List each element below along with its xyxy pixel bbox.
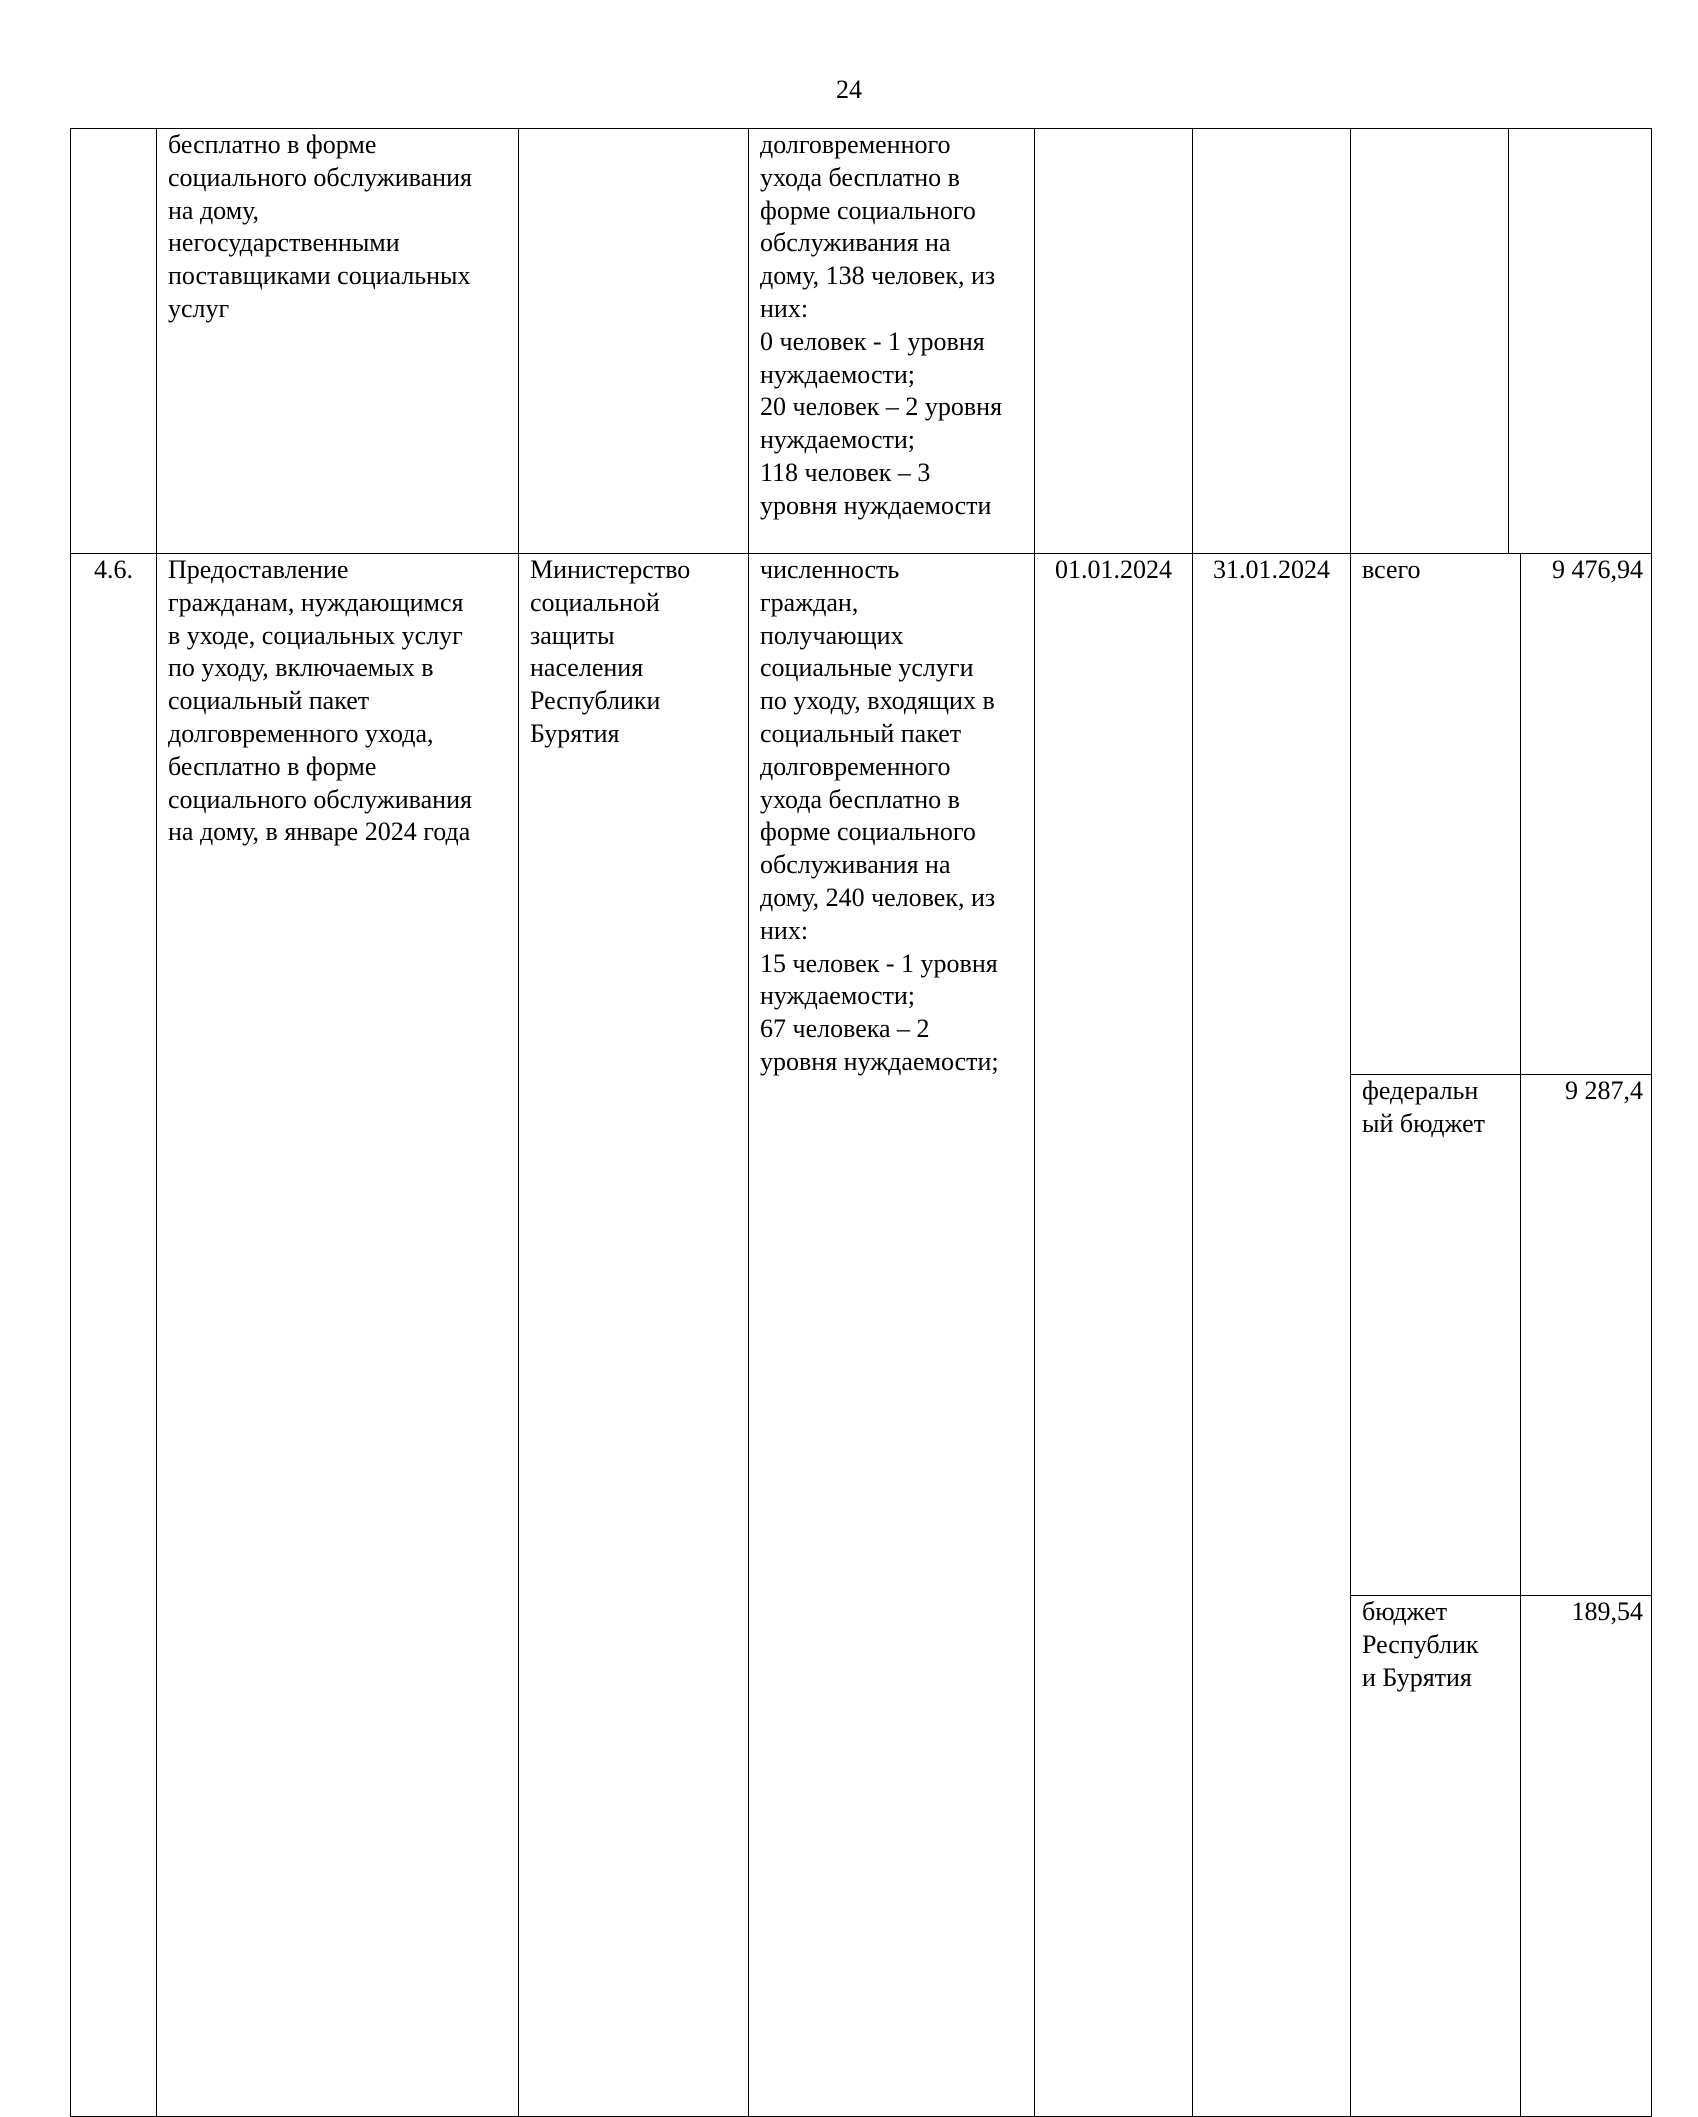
result-line: нуждаемости;	[760, 425, 915, 455]
activity-title-line: в уходе, социальных услуг	[168, 620, 463, 650]
activity-table	[70, 128, 1652, 2117]
page-number: 24	[836, 75, 862, 104]
table-row	[71, 554, 1652, 2117]
budget-row	[1351, 1596, 1651, 2117]
activity-title-line: услуг	[168, 293, 230, 323]
budget-source-cell	[1351, 129, 1509, 554]
budget-cell	[1351, 554, 1652, 2117]
activity-title-line: по уходу, включаемых в	[168, 653, 434, 683]
activity-title-line: на дому,	[168, 195, 260, 225]
result-line: долговременного	[760, 751, 951, 781]
result-line: численность	[760, 555, 900, 584]
result-line: форме социального	[760, 195, 976, 225]
activity-title-line: Предоставление	[168, 555, 349, 584]
budget-source-line: Республик	[1362, 1629, 1479, 1659]
budget-value: 189,54	[1521, 1596, 1652, 2117]
executor-line: социальной	[530, 587, 660, 617]
result-line: 0 человек - 1 уровня	[760, 326, 985, 356]
result-line: ухода бесплатно в	[760, 784, 960, 814]
result-line: них:	[760, 293, 809, 323]
result-line: ухода бесплатно в	[760, 162, 960, 192]
result-line: по уходу, входящих в	[760, 686, 995, 716]
end-date-cell: 31.01.2024	[1193, 554, 1351, 2117]
budget-row	[1351, 1075, 1651, 1596]
activity-title-line: поставщиками социальных	[168, 261, 471, 291]
budget-source-line: федеральн	[1362, 1076, 1479, 1105]
budget-value: 9 287,4	[1521, 1075, 1652, 1596]
result-line: 20 человек – 2 уровня	[760, 392, 1003, 422]
executor-cell	[519, 129, 749, 554]
result-line: дому, 240 человек, из	[760, 882, 996, 912]
budget-row	[1351, 554, 1651, 1075]
activity-title-line: социального обслуживания	[168, 784, 472, 814]
result-line: нуждаемости;	[760, 981, 915, 1011]
activity-title-line: долговременного ухода,	[168, 718, 434, 748]
executor-line: Бурятия	[530, 718, 620, 748]
result-line: граждан,	[760, 587, 859, 617]
result-cell	[749, 129, 1035, 554]
executor-line: населения	[530, 653, 644, 683]
result-line: уровня нуждаемости	[760, 490, 992, 520]
budget-source-line: бюджет	[1362, 1597, 1448, 1626]
row-number-cell	[71, 129, 157, 554]
budget-source-label	[1351, 554, 1521, 1075]
executor-line: Министерство	[530, 555, 691, 584]
budget-source-line: ый бюджет	[1362, 1108, 1485, 1138]
result-line: 15 человек - 1 уровня	[760, 948, 998, 978]
executor-cell	[519, 554, 749, 2117]
result-line: уровня нуждаемости;	[760, 1046, 999, 1076]
result-line: нуждаемости;	[760, 359, 915, 389]
activity-title-line: бесплатно в форме	[168, 130, 377, 159]
end-date-cell	[1193, 129, 1351, 554]
result-line: 67 человека – 2	[760, 1014, 930, 1044]
result-line: социальный пакет	[760, 718, 962, 748]
activity-title-cell	[157, 554, 519, 2117]
result-line: обслуживания на	[760, 850, 951, 880]
result-line: дому, 138 человек, из	[760, 261, 996, 291]
budget-source-label	[1351, 1075, 1521, 1596]
result-line: долговременного	[760, 130, 951, 159]
result-line: получающих	[760, 620, 904, 650]
budget-breakdown	[1351, 554, 1651, 2116]
result-line: форме социального	[760, 817, 976, 847]
start-date-cell: 01.01.2024	[1035, 554, 1193, 2117]
row-number-cell: 4.6.	[71, 554, 157, 2117]
activity-title-line: негосударственными	[168, 228, 400, 258]
table-row	[71, 129, 1652, 554]
activity-title-cell	[157, 129, 519, 554]
activity-title-line: бесплатно в форме	[168, 751, 377, 781]
budget-value: 9 476,94	[1552, 555, 1643, 584]
budget-value-cell	[1509, 129, 1652, 554]
activity-title-line: гражданам, нуждающимся	[168, 587, 464, 617]
activity-title-line: социальный пакет	[168, 686, 370, 716]
budget-source-label	[1351, 1596, 1521, 2117]
result-line: социальные услуги	[760, 653, 974, 683]
budget-source-line: и Бурятия	[1362, 1662, 1472, 1692]
result-line: 118 человек – 3	[760, 457, 931, 487]
result-line: обслуживания на	[760, 228, 951, 258]
executor-line: Республики	[530, 686, 661, 716]
activity-title-line: социального обслуживания	[168, 162, 472, 192]
result-cell	[749, 554, 1035, 2117]
activity-title-line: на дому, в январе 2024 года	[168, 817, 471, 847]
start-date-cell	[1035, 129, 1193, 554]
result-line: них:	[760, 915, 809, 945]
executor-line: защиты	[530, 620, 615, 650]
budget-source-line: всего	[1362, 555, 1421, 584]
